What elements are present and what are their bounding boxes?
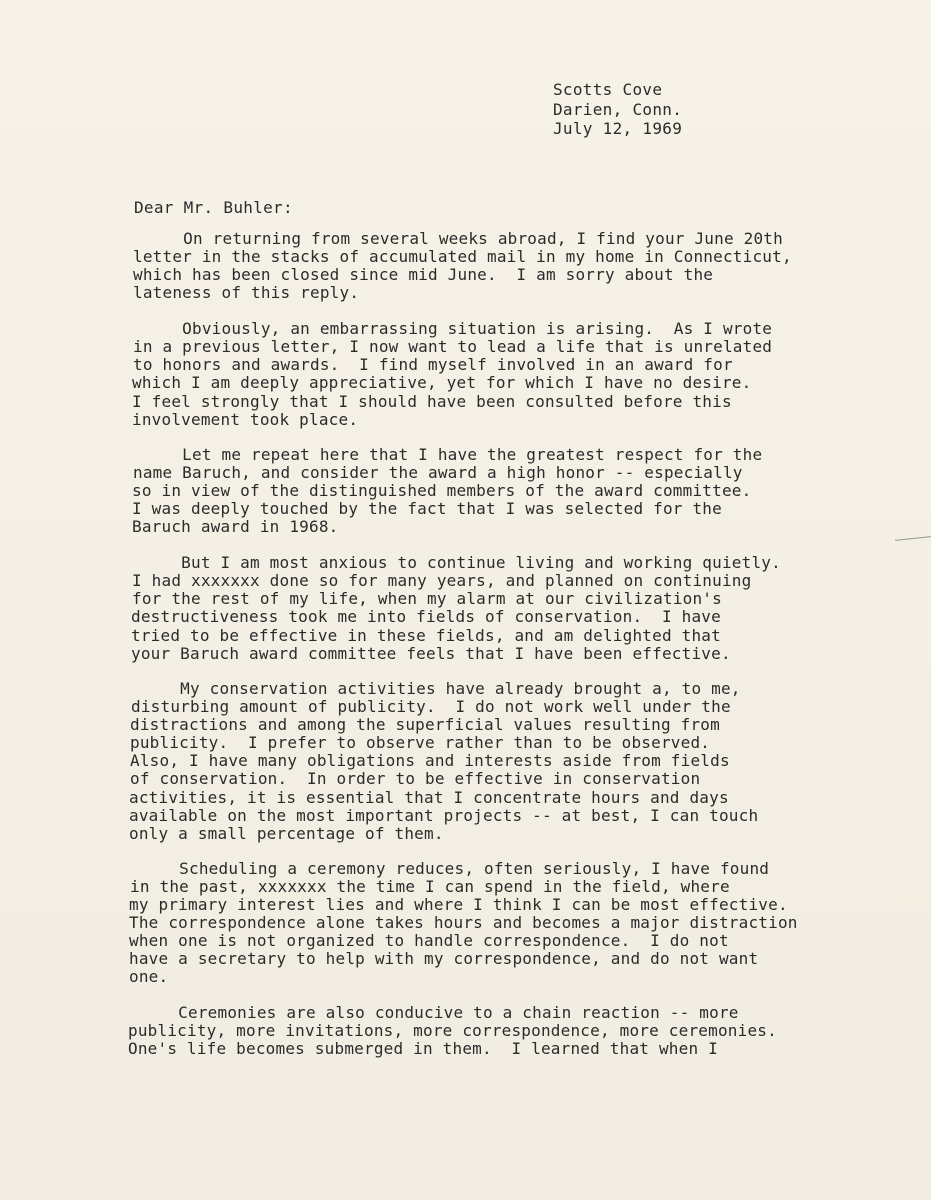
body-line: disturbing amount of publicity. I do not work well under the — [131, 697, 731, 716]
body-line: tried to be effective in these fields, and am delighted that — [131, 626, 721, 645]
body-line: I feel strongly that I should have been consulted before this — [132, 392, 732, 411]
body-line: Also, I have many obligations and interests aside from fields — [130, 751, 730, 770]
body-line: activities, it is essential that I concentrate hours and days — [129, 788, 729, 807]
body-line: one. — [129, 967, 169, 986]
body-line: your Baruch award committee feels that I have been effective. — [131, 644, 731, 663]
body-line: of conservation. In order to be effective in conservation — [130, 769, 701, 788]
body-line: involvement took place. — [132, 410, 359, 429]
body-line: name Baruch, and consider the award a high honor -- especially — [133, 463, 743, 482]
paper-scratch-mark — [895, 536, 931, 541]
body-line: I was deeply touched by the fact that I was selected for the — [132, 499, 722, 518]
body-line: Let me repeat here that I have the greatest respect for the — [133, 445, 763, 464]
body-line: The correspondence alone takes hours and becomes a major distraction — [129, 913, 798, 932]
body-line: when one is not organized to handle correspondence. I do not — [129, 931, 729, 950]
body-line-with-strikeover: in the past, xxxxxxx the time I can spend in the field, where — [130, 877, 730, 896]
body-line: Ceremonies are also conducive to a chain reaction -- more — [129, 1003, 739, 1022]
body-line: But I am most anxious to continue living and working quietly. — [132, 553, 781, 572]
body-line: which has been closed since mid June. I am sorry about the — [133, 265, 714, 284]
body-line: for the rest of my life, when my alarm at our civilization's — [132, 589, 722, 608]
body-line: to honors and awards. I find myself involved in an award for — [133, 355, 733, 374]
body-line: destructiveness took me into fields of conservation. I have — [131, 607, 721, 626]
body-line: my primary interest lies and where I think I can be most effective. — [129, 895, 788, 914]
body-line: lateness of this reply. — [133, 283, 360, 302]
body-line: publicity. I prefer to observe rather than to be observed. — [130, 733, 711, 752]
letterhead-address — [553, 80, 682, 139]
body-line: One's life becomes submerged in them. I learned that when I — [128, 1039, 718, 1058]
body-line: which I am deeply appreciative, yet for which I have no desire. — [132, 373, 752, 392]
body-line: My conservation activities have already brought a, to me, — [131, 679, 741, 698]
letterhead-line-2: Darien, Conn. — [553, 99, 683, 119]
letterhead-line-1: Scotts Cove — [553, 80, 663, 99]
body-line: Obviously, an embarrassing situation is arising. As I wrote — [133, 319, 773, 338]
body-line: distractions and among the superficial values resulting from — [130, 715, 720, 734]
salutation: Dear Mr. Buhler: — [134, 198, 293, 217]
body-line: Baruch award in 1968. — [132, 517, 339, 536]
body-line: letter in the stacks of accumulated mail in my home in Connecticut, — [133, 247, 792, 266]
body-line-with-strikeover: I had xxxxxxx done so for many years, and planned on continuing — [132, 571, 752, 590]
body-line: have a secretary to help with my correspondence, and do not want — [129, 949, 759, 968]
body-line: only a small percentage of them. — [129, 824, 444, 843]
body-line: publicity, more invitations, more correspondence, more ceremonies. — [128, 1021, 777, 1040]
body-line: On returning from several weeks abroad, I find your June 20th — [134, 229, 783, 248]
body-line: so in view of the distinguished members of the award committee. — [132, 481, 752, 500]
letterhead-date: July 12, 1969 — [553, 119, 683, 138]
body-line: Scheduling a ceremony reduces, often seriously, I have found — [130, 859, 770, 878]
body-line: in a previous letter, I now want to lead a life that is unrelated — [133, 337, 773, 356]
body-line: available on the most important projects -- at best, I can touch — [129, 806, 759, 825]
